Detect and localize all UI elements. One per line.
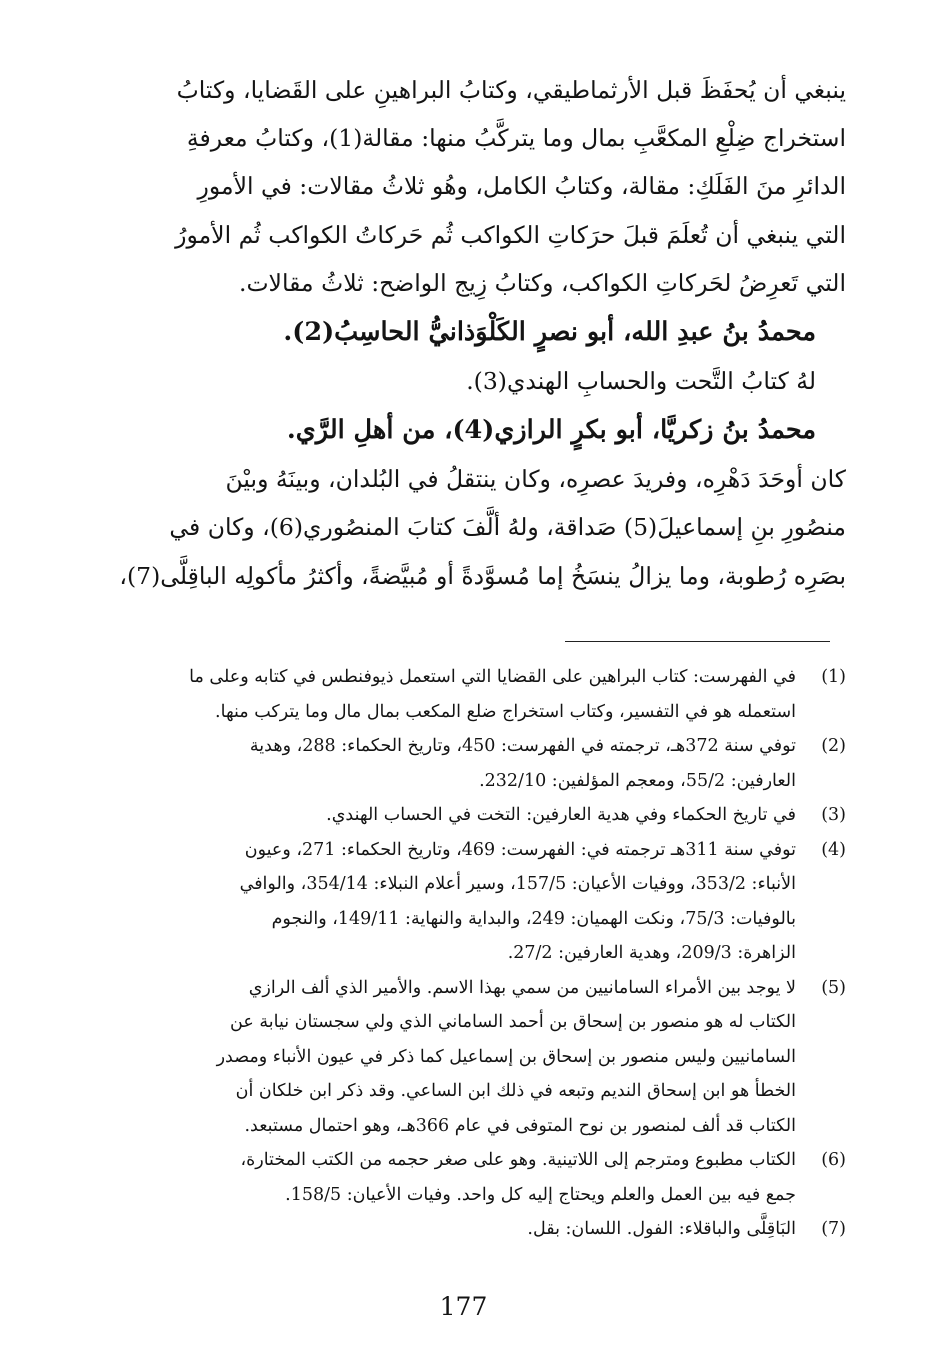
footnote-line: جمع فيه بين العمل والعلم ويحتاج إليه كل واحد. وفيات الأعيان: 158/5.	[285, 1184, 796, 1205]
footnote-7	[78, 1212, 846, 1247]
body-line: بصَرِه رُطوبة، وما يزالُ ينسَخُ إما مُسوَّدةً أو مُبيَّضةً، وأكثرُ مأكولِه الباقِلَّى(7)،	[119, 561, 846, 590]
footnote-line: في تاريخ الحكماء وفي هدية العارفين: التخت في الحساب الهندي.	[326, 805, 796, 825]
footnote-number: (7)	[821, 1219, 846, 1239]
footnote-4	[78, 833, 846, 971]
footnote-3	[78, 798, 846, 833]
footnote-divider	[565, 641, 830, 642]
body-line: منصُورِ بنِ إسماعيلَ(5) صَداقة، ولهُ ألَّفَ كتابَ المنصُوري(6)، وكان في	[169, 513, 846, 542]
body-line: استخراج ضِلْعِ المكعَّبِ بمال وما يتركَّبُ منها: مقالة(1)، وكتابُ معرفةِ	[186, 124, 846, 153]
footnote-line: الزاهرة: 209/3، وهدية العارفين: 27/2.	[507, 943, 796, 963]
footnote-line: توفي سنة 311هـ ترجمته في: الفهرست: 469، وتاريخ الحكماء: 271، وعيون	[244, 839, 796, 860]
biography-heading-kalwadhani: محمدُ بنُ عبدِ الله، أبو نصرٍ الكَلْوَذانيُّ الحاسِبُ(2).	[283, 316, 816, 347]
footnote-1	[78, 660, 846, 729]
main-text	[78, 66, 846, 600]
footnote-line: العارفين: 55/2، ومعجم المؤلفين: 232/10.	[479, 770, 796, 791]
footnote-2	[78, 729, 846, 798]
footnote-number: (4)	[821, 839, 846, 860]
footnotes	[78, 660, 846, 1247]
body-line: ينبغي أن يُحفَظَ قبل الأرثماطيقي، وكتابُ البراهينِ على القَضايا، وكتابُ	[176, 76, 846, 104]
footnote-line: لا يوجد بين الأمراء السامانيين من سمي بهذا الاسم. والأمير الذي ألف الرازي	[248, 977, 796, 998]
page-number: 177	[439, 1292, 488, 1321]
footnote-line: السامانيين وليس منصور بن إسحاق بن إسماعيل كما ذكر في عيون الأنباء ومصدر	[216, 1046, 796, 1067]
footnote-line: الكتاب مطبوع ومترجم إلى اللاتينية. وهو على صغر حجمه من الكتب المختارة،	[240, 1150, 796, 1170]
body-line: التي تَعرِضُ لحَركاتِ الكواكب، وكتابُ زِيج الواضح: ثلاثُ مقالات.	[238, 268, 846, 297]
footnote-line: استعمله هو في التفسير، وكتاب استخراج ضلع المكعب بمال مال وما يتركب منها.	[215, 701, 796, 722]
footnote-line: الأنباء: 353/2، ووفيات الأعيان: 157/5، وسير أعلام النبلاء: 354/14، والوافي	[239, 874, 796, 894]
body-line: التي ينبغي أن تُعلَمَ قبلَ حرَكاتِ الكواكب ثُم حَركاتُ الكواكب ثُم الأمورُ	[175, 220, 846, 249]
body-line: الدائرِ منَ الفَلَكِ: مقالة، وكتابُ الكامل، وهُو ثلاثُ مقالات: في الأمورِ	[197, 172, 846, 201]
footnote-line: الكتاب له هو منصور بن إسحاق بن أحمد الساماني الذي ولي سجستان نيابة عن	[230, 1012, 796, 1032]
footnote-number: (2)	[821, 736, 846, 756]
footnote-line: الكتاب قد ألف لمنصور بن نوح المتوفى في عام 366هـ، وهو احتمال مستبعد.	[244, 1115, 796, 1136]
footnote-5	[78, 971, 846, 1144]
footnote-number: (3)	[821, 805, 846, 825]
body-line: لهُ كتابُ التَّحت والحسابِ الهندي(3).	[466, 366, 816, 395]
footnote-line: بالوفيات: 75/3، ونكت الهميان: 249، والبداية والنهاية: 149/11، والنجوم	[271, 908, 796, 929]
footnote-number: (1)	[821, 667, 846, 687]
footnote-line: البَاقِلَّى والباقلاء: الفول. اللسان: بقل.	[527, 1219, 796, 1239]
footnote-line: الخطأ هو ابن إسحاق النديم وتبعه في ذلك ابن الساعي. وقد ذكر ابن خلكان أن	[235, 1081, 796, 1101]
biography-heading-razi: محمدُ بنُ زكريَّا، أبو بكرٍ الرازي(4)، من أهلِ الرَّي.	[286, 415, 816, 446]
footnote-number: (5)	[821, 977, 846, 998]
footnote-6	[78, 1143, 846, 1212]
body-line: كان أوحَدَ دَهْرِه، وفريدَ عصرِه، وكان ينتقلُ في البُلدان، وبينَهُ وبيْنَ	[225, 465, 846, 494]
footnote-number: (6)	[821, 1150, 846, 1170]
footnote-line: توفي سنة 372هـ، ترجمته في الفهرست: 450، وتاريخ الحكماء: 288، وهدية	[249, 736, 796, 756]
footnote-line: في الفهرست: كتاب البراهين على القضايا التي استعمل ذيوفنطس في كتابه وعلى ما	[189, 667, 796, 687]
